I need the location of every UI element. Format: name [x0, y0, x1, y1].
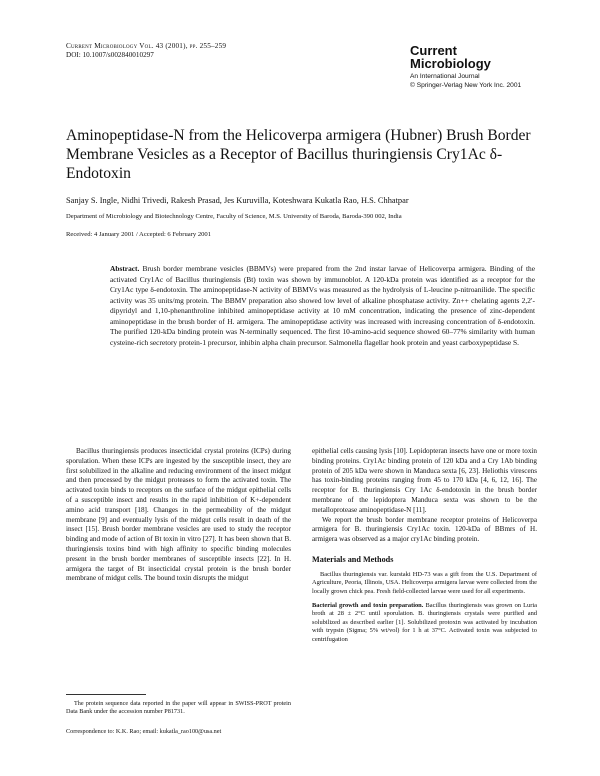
journal-subtitle: [410, 72, 560, 90]
journal-name-line2: Microbiology: [410, 56, 491, 71]
journal-citation: Current Microbiology Vol. 43 (2001), pp. 255–259: [66, 42, 227, 50]
journal-logo-block: [410, 44, 560, 90]
methods-paragraph-1: Bacillus thuringiensis var. kurstaki HD-73 was a gift from the U.S. Department of Agriculture, Peoria, Illinois, USA. Helicoverpa armigera larvae were collected from the locally grown chick pea. Fresh field-collected larvae were used for all experiments.: [312, 570, 537, 595]
intro-paragraph-2: We report the brush border membrane receptor proteins of Helicoverpa armigera for B. thuringiensis Cry1Ac toxin. 120-kDa of BBmrs of H. armigera was observed as a major cry1Ac binding protein.: [312, 515, 537, 544]
body-column-right: [312, 447, 537, 645]
section-heading: Materials and Methods: [312, 554, 394, 564]
doi: DOI: 10.1007/s002840010297: [66, 51, 154, 59]
author-list: Sanjay S. Ingle, Nidhi Trivedi, Rakesh Prasad, Jes Kuruvilla, Koteshwara Kukatla Rao, H.S. Chhatpar: [66, 196, 409, 205]
running-header: [66, 42, 226, 60]
body-column-left: [66, 447, 291, 584]
received-dates: Received: 4 January 2001 / Accepted: 6 February 2001: [66, 231, 212, 238]
journal-name: [410, 44, 560, 70]
intro-paragraph-continued: epithelial cells causing lysis [10]. Lepidopteran insects have one or more toxin binding proteins. Cry1Ac binding protein of 120 kDa and a Cry 1Ab binding protein of 205 kDa were shown in Manduca sexta [6, 23]. Heliothis virescens has toxin-binding proteins ranging from 45 to 170 kDa [4, 6, 12, 16]. The receptor for B. thuringiensis Cry 1Ac δ-endotoxin in the brush border membrane of the lepidoptera Manduca sexta was shown to be the metalloprotease aminopeptidase-N [11].: [312, 447, 537, 514]
abstract-label: Abstract.: [110, 264, 140, 273]
copyright-line: © Springer-Verlag New York Inc. 2001: [410, 82, 522, 89]
journal-name-line1: Current: [410, 43, 457, 58]
affiliation: Department of Microbiology and Biotechnology Centre, Faculty of Science, M.S. University of Baroda, Baroda-390 002, India: [66, 213, 402, 220]
abstract-text: Brush border membrane vesicles (BBMVs) were prepared from the 2nd instar larvae of Helicoverpa armigera. Binding of the activated Cry1Ac of Bacillus thuringiensis (Bt) toxin was shown by immunoblot. A 120-kDa protein was identified as a receptor for the Cry1Ac type δ-endotoxin. The aminopeptidase-N activity of BBMVs was measured as the hydrolysis of L-leucine p-nitroanilide. The specific activity was 35 units/mg protein. The BBMV preparation also showed low level of alkaline phosphatase activity. Zn++ chelating agents 2,2′-dipyridyl and 1,10-phenanthroline inhibited aminopeptidase activity at 10 mM concentration, indicating the presence of zinc-dependent aminopeptidase in the brush border of H. armigera. The aminopeptidase activity was increased with increasing concentration of δ-endotoxin. The purified 120-kDa binding protein was N-terminally sequenced. The first 10-amino-acid sequence showed 60–77% similarity with human cysteine-rich secretory protein-1 precursor, inhibin alpha chain precursor. Salmonella flagellar hook protein and yeast carboxypeptidase S.: [110, 264, 535, 347]
methods-paragraph-2-text: Bacillus thuringiensis was grown on Luria broth at 28 ± 2°C until sporulation. B. thuringiensis crystals were purified and solubilized as described earlier [1]. Solubilized protoxin was activated by incubation with trypsin (Sigma; 5% wt/vol) for 1 h at 37°C. Activated toxin was subjected to centrifugation: [312, 601, 537, 643]
footnote-sequence: The protein sequence data reported in the paper will appear in SWISS-PROT protein Data Bank under the accession number P81731.: [66, 700, 291, 715]
article-title: Aminopeptidase-N from the Helicoverpa armigera (Hubner) Brush Border Membrane Vesicles as a Receptor of Bacillus thuringiensis Cry1Ac δ-Endotoxin: [66, 127, 531, 182]
methods-subheading: Bacterial growth and toxin preparation.: [312, 601, 424, 609]
journal-tagline: An International Journal: [410, 73, 480, 80]
methods-paragraph-2: [312, 602, 537, 645]
abstract: [110, 264, 535, 348]
footnote-correspondence: Correspondence to: K.K. Rao; email: kukatla_rao100@usa.net: [66, 728, 222, 735]
methods-text: [312, 571, 537, 645]
footnote-divider: [66, 694, 146, 695]
intro-paragraph: Bacillus thuringiensis produces insecticidal crystal proteins (ICPs) during sporulation. When these ICPs are ingested by the susceptible insect, they are first solubilized in the alkaline and reducing environment of the insect midgut and then processed by the midgut proteases to form the activated toxin. The activated toxin binds to receptors on the surface of the midgut epithelial cells of a susceptible insect and results in the rapid inhibition of K+-dependent amino acid transport [18]. Changes in the permeability of the midgut membrane [9] and eventually lysis of the midgut cells result in death of the insect [15]. Brush border membrane vesicles are used to study the receptor binding and mode of action of Bt toxin in vitro [27]. It has been shown that B. thuringiensis toxins bind with high affinity to specific binding molecules present in the brush border membranes of susceptible insects [22]. In H. armigera the target of Bt insecticidal crystal protein is the brush border membrane of midgut cells. The bound toxin disrupts the midgut: [66, 447, 291, 583]
